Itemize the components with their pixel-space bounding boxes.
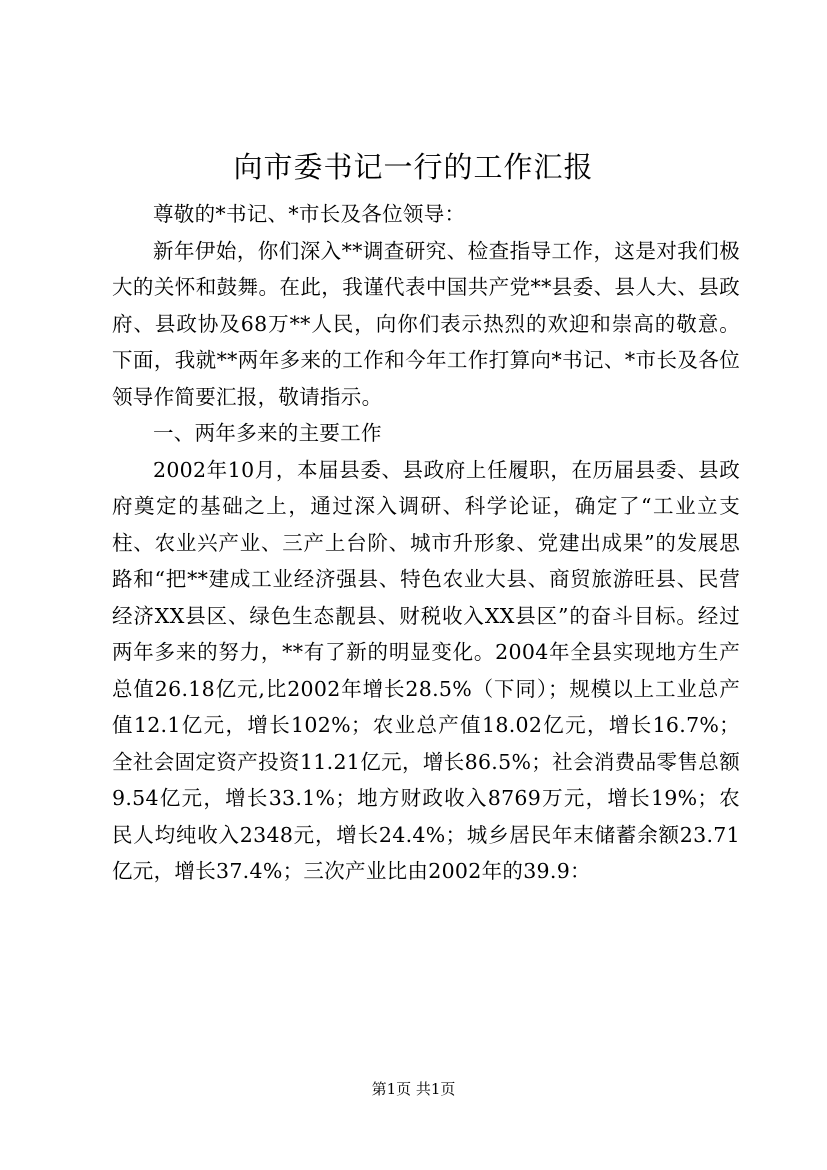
document-title: 向市委书记一行的工作汇报 xyxy=(233,150,594,184)
work-summary-paragraph: 2002年10月，本届县委、县政府上任履职，在历届县委、县政府奠定的基础之上，通过深入调研、科学论证，确定了“工业立支柱、农业兴产业、三产上台阶、城市升形象、党建出成果”的发展思路和“把**建成工业经济强县、特色农业大县、商贸旅游旺县、民营经济XX县区、绿色生态靓县、财税收入XX县区”的奋斗目标。经过两年多来的努力，**有了新的明显变化。2004年全县实现地方生产总值26.18亿元,比2002年增长28.5%（下同）；规模以上工业总产值12.1亿元，增长102%；农业总产值18.02亿元，增长16.7%；全社会固定资产投资11.21亿元，增长86.5%；社会消费品零售总额9.54亿元，增长33.1%；地方财政收入8769万元，增长19%；农民人均纯收入2348元，增长24.4%；城乡居民年末储蓄余额23.71亿元，增长37.4%；三次产业比由2002年的39.9： xyxy=(112,457,740,883)
document-body xyxy=(112,196,740,890)
intro-paragraph: 新年伊始，你们深入**调查研究、检查指导工作，这是对我们极大的关怀和鼓舞。在此，我谨代表中国共产党**县委、县人大、县政府、县政协及68万**人民，向你们表示热烈的欢迎和崇高的敬意。下面，我就**两年多来的工作和今年工作打算向*书记、*市长及各位领导作简要汇报，敬请指示。 xyxy=(112,238,740,409)
section-heading: 一、两年多来的主要工作 xyxy=(153,421,382,445)
page-footer: 第1页 共1页 xyxy=(371,1080,456,1098)
salutation-paragraph: 尊敬的*书记、*市长及各位领导： xyxy=(153,202,466,226)
